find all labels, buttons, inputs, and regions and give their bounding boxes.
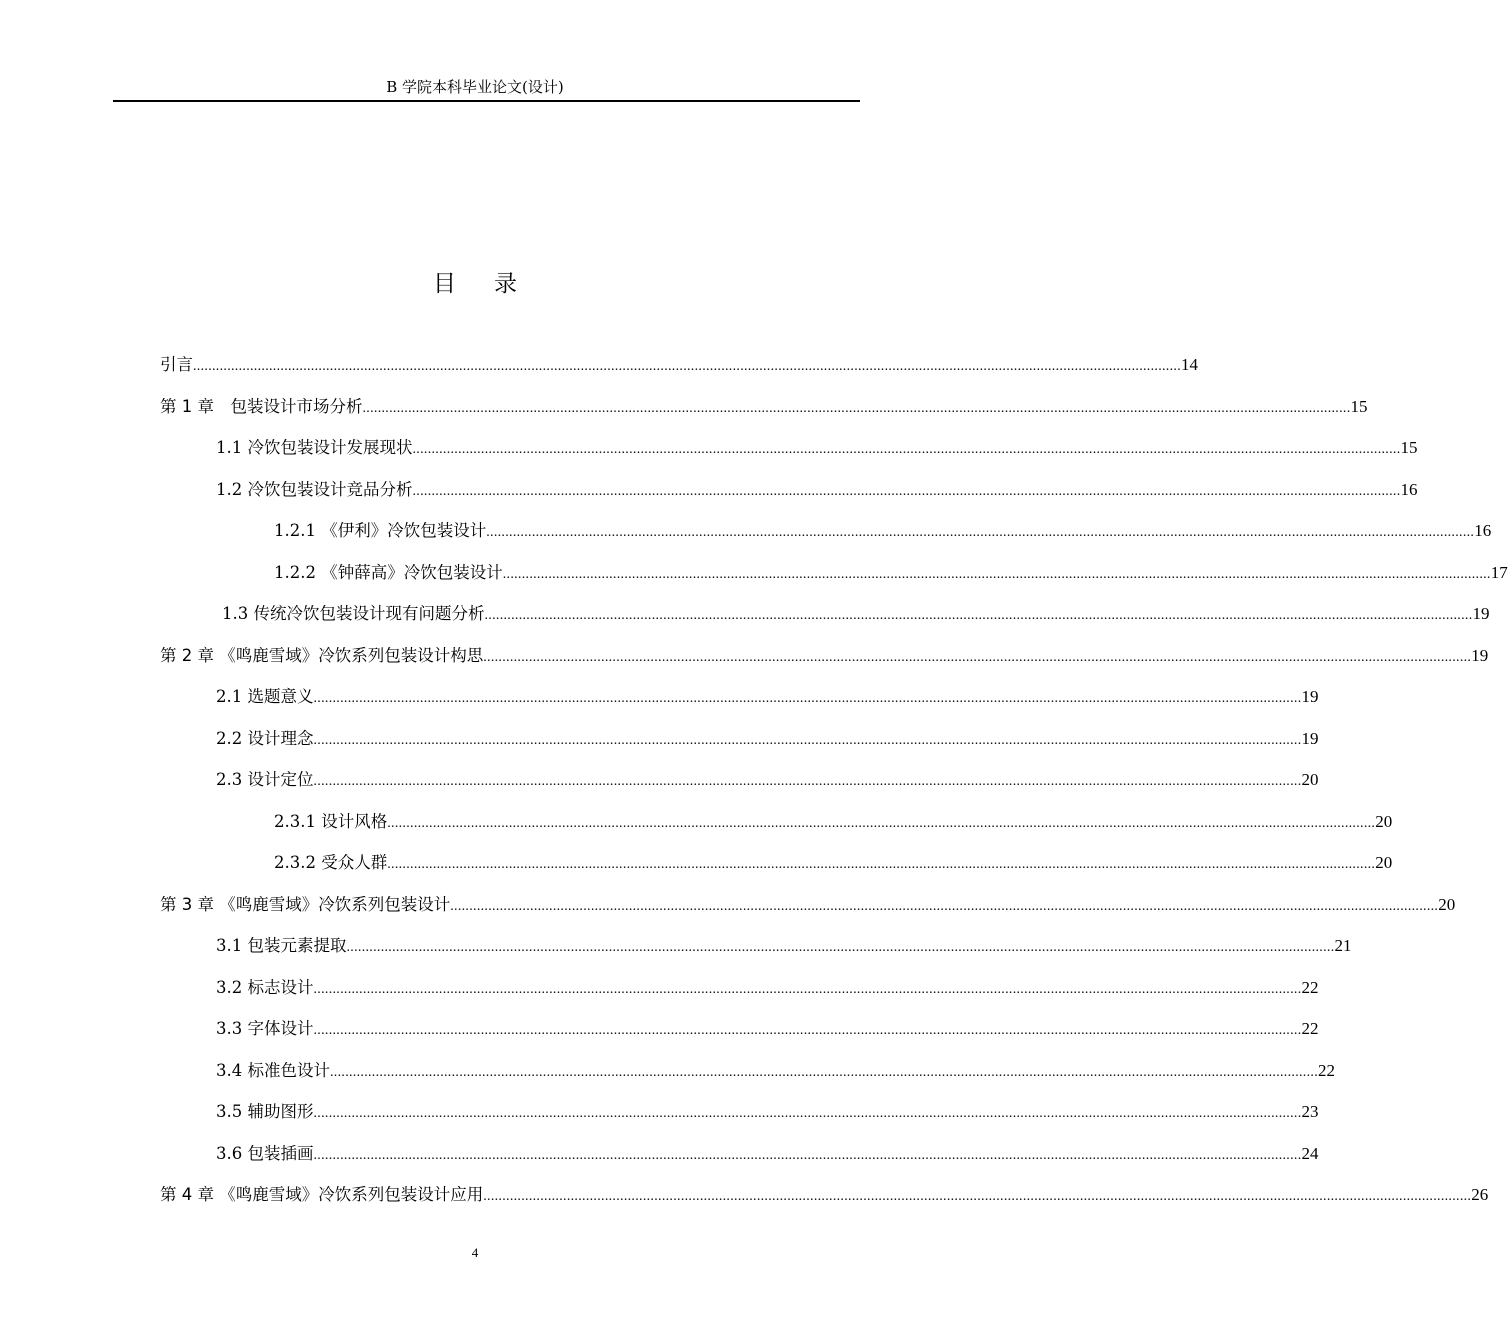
toc-dot-leader: .................................................................................................................................................................................................................................................................... [483, 1189, 1472, 1204]
toc-entry-label: 1.3 传统冷饮包装设计现有问题分析 [222, 604, 485, 623]
toc-entry-label: 3.3 字体设计 [216, 1019, 314, 1038]
toc-entry-page: 23 [1301, 1102, 1319, 1121]
toc-dot-leader: .................................................................................................................................................................................................................................................................... [330, 1064, 1318, 1080]
toc-entry-page: 22 [1301, 977, 1319, 997]
toc-entry-page: 20 [1375, 811, 1393, 831]
toc-dot-leader: .................................................................................................................................................................................................................................................................... [387, 815, 1376, 831]
toc-dot-leader: .................................................................................................................................................................................................................................................................... [387, 857, 1376, 872]
table-of-contents [160, 352, 1508, 1224]
toc-entry-label: 第 4 章 《鸣鹿雪域》冷饮系列包装设计应用 [160, 1185, 484, 1204]
toc-entry[interactable] [160, 1141, 1319, 1183]
toc-entry-page: 22 [1318, 1060, 1335, 1080]
toc-entry-label: 3.5 辅助图形 [216, 1102, 314, 1121]
toc-entry-label: 1.1 冷饮包装设计发展现状 [216, 438, 413, 457]
toc-entry[interactable] [160, 560, 1508, 602]
toc-entry-label: 第 1 章 包装设计市场分析 [160, 396, 363, 416]
toc-dot-leader: .................................................................................................................................................................................................................................................................... [484, 608, 1473, 623]
toc-entry[interactable] [160, 850, 1393, 892]
toc-dot-leader: .................................................................................................................................................................................................................................................................... [313, 981, 1302, 997]
toc-dot-leader: .................................................................................................................................................................................................................................................................... [313, 1147, 1302, 1163]
toc-entry-page: 16 [1400, 479, 1418, 499]
toc-entry[interactable] [160, 435, 1418, 477]
toc-entry-page: 20 [1438, 894, 1456, 914]
toc-entry-label: 2.3 设计定位 [216, 770, 314, 789]
toc-entry[interactable] [160, 352, 1198, 394]
toc-entry-label: 3.4 标准色设计 [216, 1060, 330, 1080]
toc-entry-page: 26 [1471, 1185, 1489, 1204]
toc-entry-label: 1.2.1 《伊利》冷饮包装设计 [274, 521, 487, 540]
toc-dot-leader: .................................................................................................................................................................................................................................................................... [450, 898, 1439, 914]
toc-entry[interactable] [160, 933, 1352, 975]
toc-dot-leader: .................................................................................................................................................................................................................................................................... [502, 566, 1491, 582]
toc-entry-label: 第 2 章 《鸣鹿雪域》冷饮系列包装设计构思 [160, 645, 484, 665]
toc-entry-page: 17 [1490, 562, 1508, 582]
toc-entry[interactable] [160, 601, 1490, 643]
toc-entry-page: 22 [1301, 1019, 1319, 1038]
toc-entry[interactable] [160, 684, 1319, 726]
toc-dot-leader: .................................................................................................................................................................................................................................................................... [313, 1106, 1302, 1121]
toc-entry-label: 3.2 标志设计 [216, 977, 314, 997]
toc-dot-leader: .................................................................................................................................................................................................................................................................... [313, 691, 1302, 706]
toc-entry[interactable] [160, 767, 1319, 809]
toc-entry-page: 24 [1301, 1143, 1319, 1163]
toc-entry[interactable] [160, 892, 1456, 934]
toc-dot-leader: .................................................................................................................................................................................................................................................................... [313, 1023, 1302, 1038]
toc-entry-label: 3.1 包装元素提取 [216, 936, 347, 955]
page-number: 4 [471, 1245, 479, 1260]
toc-entry-page: 14 [1181, 355, 1198, 374]
toc-entry-label: 第 3 章 《鸣鹿雪域》冷饮系列包装设计 [160, 894, 451, 914]
toc-entry[interactable] [160, 1016, 1319, 1058]
running-header: B 学院本科毕业论文(设计) [386, 78, 564, 96]
toc-entry-label: 2.2 设计理念 [216, 728, 314, 748]
toc-entry-label: 1.2 冷饮包装设计竞品分析 [216, 479, 413, 499]
toc-entry-page: 21 [1334, 936, 1352, 955]
toc-entry-page: 20 [1375, 853, 1393, 872]
toc-entry[interactable] [160, 1182, 1489, 1224]
toc-entry[interactable] [160, 975, 1319, 1017]
toc-dot-leader: .................................................................................................................................................................................................................................................................... [313, 774, 1302, 789]
header-rule [113, 100, 860, 102]
toc-dot-leader: .................................................................................................................................................................................................................................................................... [486, 525, 1475, 540]
toc-entry-label: 1.2.2 《钟薛高》冷饮包装设计 [274, 562, 503, 582]
toc-entry-label: 2.1 选题意义 [216, 687, 314, 706]
toc-entry-page: 15 [1350, 396, 1368, 416]
toc-dot-leader: .................................................................................................................................................................................................................................................................... [412, 483, 1401, 499]
toc-entry-page: 20 [1301, 770, 1319, 789]
toc-entry-label: 2.3.1 设计风格 [274, 811, 388, 831]
toc-dot-leader: .................................................................................................................................................................................................................................................................... [346, 940, 1335, 955]
toc-entry-page: 19 [1471, 645, 1489, 665]
toc-entry-page: 19 [1301, 687, 1319, 706]
toc-entry[interactable] [160, 726, 1319, 768]
toc-dot-leader: .................................................................................................................................................................................................................................................................... [193, 359, 1181, 374]
toc-entry[interactable] [160, 518, 1492, 560]
toc-dot-leader: .................................................................................................................................................................................................................................................................... [412, 442, 1401, 457]
toc-entry[interactable] [160, 394, 1368, 436]
toc-entry[interactable] [160, 1099, 1319, 1141]
toc-entry-page: 19 [1472, 604, 1490, 623]
toc-entry-label: 2.3.2 受众人群 [274, 853, 388, 872]
toc-dot-leader: .................................................................................................................................................................................................................................................................... [362, 400, 1351, 416]
toc-entry[interactable] [160, 477, 1418, 519]
toc-entry-label: 3.6 包装插画 [216, 1143, 314, 1163]
toc-entry[interactable] [160, 1058, 1335, 1100]
toc-entry-label: 引言 [160, 355, 193, 374]
toc-entry[interactable] [160, 643, 1489, 685]
toc-entry-page: 16 [1474, 521, 1492, 540]
toc-entry-page: 19 [1301, 728, 1319, 748]
toc-dot-leader: .................................................................................................................................................................................................................................................................... [483, 649, 1472, 665]
toc-dot-leader: .................................................................................................................................................................................................................................................................... [313, 732, 1302, 748]
toc-heading: 目录 [433, 271, 555, 297]
toc-entry[interactable] [160, 809, 1393, 851]
toc-entry-page: 15 [1400, 438, 1418, 457]
